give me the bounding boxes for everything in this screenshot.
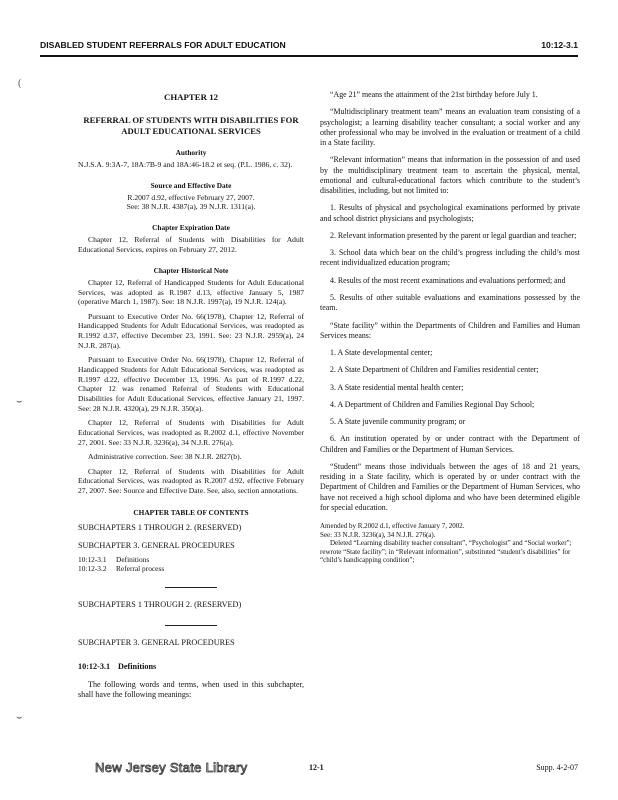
historical-note: Pursuant to Executive Order No. 66(1978), Chapter 12, Referral of Handicapped Students for Adult Educational Services, was readopted as R.1997 d.22, effective December 13, 1996. As part of R.1997 d.22, Chapter 12 was renamed Referral of Students with Educational Disabilities for Adult Educational Services, effective January 21, 1997. See: 28 N.J.R. 4320(a), 29 N.J.R. 350(a). — [78, 355, 304, 413]
list-item: 5. A State juvenile community program; or — [330, 417, 466, 427]
list-item: 1. Results of physical and psychological examinations performed by private and school district physicians and psychologists; — [320, 203, 580, 223]
amendment-note — [320, 522, 580, 565]
subchapter-reserved-heading: SUBCHAPTERS 1 THROUGH 2. (RESERVED) — [78, 600, 242, 610]
source-text-1: R.2007 d.92, effective February 27, 2007. — [127, 192, 255, 202]
margin-mark: ⌣ — [16, 712, 23, 723]
source-heading: Source and Effective Date — [150, 180, 232, 190]
definition-team: “Multidisciplinary treatment team” means an evaluation team consisting of a psychologist; a learning disability teacher consultant; a social worker and any other professional who may be involved in the evaluation or treatment of a child in a State facility. — [320, 107, 580, 148]
section-divider — [165, 625, 217, 626]
list-item: 4. Results of the most recent examinations and evaluations performed; and — [330, 275, 566, 285]
toc-entry-title: Definitions — [116, 554, 150, 564]
toc-entry-title: Referral process — [116, 564, 165, 574]
definition-relevant-info: “Relevant information” means that information in the possession of and used by the multidisciplinary treatment team to ascertain the physical, mental, emotional and cultural-educational factors which contribute to the student’s disabilities, including, but not limited to: — [320, 155, 580, 196]
header-rule — [40, 55, 578, 57]
list-item: 5. Results of other suitable evaluations and examinations possessed by the team. — [320, 292, 580, 313]
left-column — [78, 88, 304, 701]
list-item: 3. A State residential mental health center; — [330, 382, 464, 392]
definition-state-facility: “State facility” within the Departments of Children and Families and Human Services means: — [320, 320, 580, 340]
definition-student: “Student” means those individuals between the ages of 18 and 21 years, residing in a State facility, which is operated by or under contract with the Department of Children and Families or the Department of Human Services, who have not received a high school diploma and who have been determined eligible for special education. — [320, 461, 580, 512]
section-title: Definitions — [118, 662, 157, 672]
supplement-date: Supp. 4-2-07 — [536, 763, 578, 772]
toc-subchapter-reserved[interactable]: SUBCHAPTERS 1 THROUGH 2. (RESERVED) — [78, 522, 242, 532]
list-item: 1. A State developmental center; — [330, 348, 433, 358]
section-heading — [78, 662, 304, 672]
header-code: 10:12-3.1 — [541, 40, 578, 50]
historical-note: Administrative correction. See: 38 N.J.R. 2827(b). — [88, 452, 242, 462]
margin-mark: ⌣ — [16, 396, 23, 407]
authority-heading: Authority — [175, 147, 207, 157]
expiration-text: Chapter 12, Referral of Students with Disabilities for Adult Educational Services, expires on February 27, 2012. — [78, 235, 304, 254]
amendment-line: Deleted “Learning disability teacher consultant”, “Psychologist” and “Social worker”; rewrote “State facility”; in “Relevant information”, substituted “student’s disabilities” for “child’s handicapping condition”; — [320, 539, 572, 565]
toc-heading: CHAPTER TABLE OF CONTENTS — [133, 507, 249, 517]
running-header — [40, 40, 578, 54]
toc-entry[interactable] — [78, 555, 304, 564]
historical-heading: Chapter Historical Note — [153, 265, 229, 275]
section-number: 10:12-3.1 — [78, 662, 111, 672]
historical-note: Chapter 12, Referral of Students with Disabilities for Adult Educational Services, was readopted as R.2002 d.1, effective November 27, 2001. See: 33 N.J.R. 3236(a), 34 N.J.R. 276(a). — [78, 418, 304, 447]
list-item: 2. A State Department of Children and Families residential center; — [330, 365, 539, 375]
toc-entry[interactable] — [78, 564, 304, 573]
section-lead-text: The following words and terms, when used in this subchapter, shall have the following meanings: — [78, 679, 304, 700]
library-watermark: New Jersey State Library — [95, 760, 248, 775]
source-text-2: See: 38 N.J.R. 4387(a), 39 N.J.R. 1311(a). — [126, 202, 256, 212]
page-number: 12-1 — [309, 763, 324, 772]
historical-note: Chapter 12, Referral of Students with Disabilities for Adult Educational Services, was readopted as R.2007 d.92, effective February 27, 2007. See: Source and Effective Date. See, also, section annotations. — [78, 466, 304, 496]
toc-entry-number: 10:12-3.1 — [78, 554, 107, 564]
subchapter-general-heading: SUBCHAPTER 3. GENERAL PROCEDURES — [78, 637, 235, 647]
toc-entry-number: 10:12-3.2 — [78, 564, 107, 574]
page-footer — [95, 760, 578, 780]
right-column — [320, 88, 580, 565]
list-item: 3. School data which bear on the child’s progress including the child’s most recent individualized education program; — [320, 248, 580, 268]
definition-age-21: “Age 21” means the attainment of the 21st birthday before July 1. — [330, 90, 538, 99]
amendment-line: See: 33 N.J.R. 3236(a), 34 N.J.R. 276(a). — [320, 530, 436, 539]
expiration-heading: Chapter Expiration Date — [152, 223, 230, 233]
list-item: 4. A Department of Children and Families Regional Day School; — [330, 399, 535, 409]
chapter-title: REFERRAL OF STUDENTS WITH DISABILITIES FOR ADULT EDUCATIONAL SERVICES — [83, 115, 299, 136]
margin-mark: ( — [18, 78, 22, 89]
historical-note: Pursuant to Executive Order No. 66(1978), Chapter 12, Referral of Handicapped Students for Adult Educational Services, was readopted as R.1992 d.37, effective December 23, 1991. See: 23 N.J.R. 2959(a), 24 N.J.R. 287(a). — [78, 311, 304, 350]
list-item: 2. Relevant information presented by the parent or legal guardian and teacher; — [330, 230, 577, 240]
section-divider — [165, 587, 217, 588]
authority-text: N.J.S.A. 9:3A-7, 18A:7B-9 and 18A:46-18.2 et seq. (P.L. 1986, c. 32). — [78, 159, 293, 169]
chapter-number: CHAPTER 12 — [163, 92, 218, 102]
list-item: 6. An institution operated by or under contract with the Department of Children and Families or the Department of Human Services. — [320, 434, 580, 454]
amendment-line: Amended by R.2002 d.1, effective January 7, 2002. — [320, 522, 465, 531]
header-title: DISABLED STUDENT REFERRALS FOR ADULT EDUCATION — [40, 40, 286, 50]
toc-subchapter-general[interactable]: SUBCHAPTER 3. GENERAL PROCEDURES — [78, 541, 235, 551]
historical-note: Chapter 12, Referral of Handicapped Students for Adult Educational Services, was adopted as R.1987 d.13, effective January 5, 1987 (operative March 1, 1987). See: 18 N.J.R. 1997(a), 19 N.J.R. 124(a). — [78, 277, 304, 307]
